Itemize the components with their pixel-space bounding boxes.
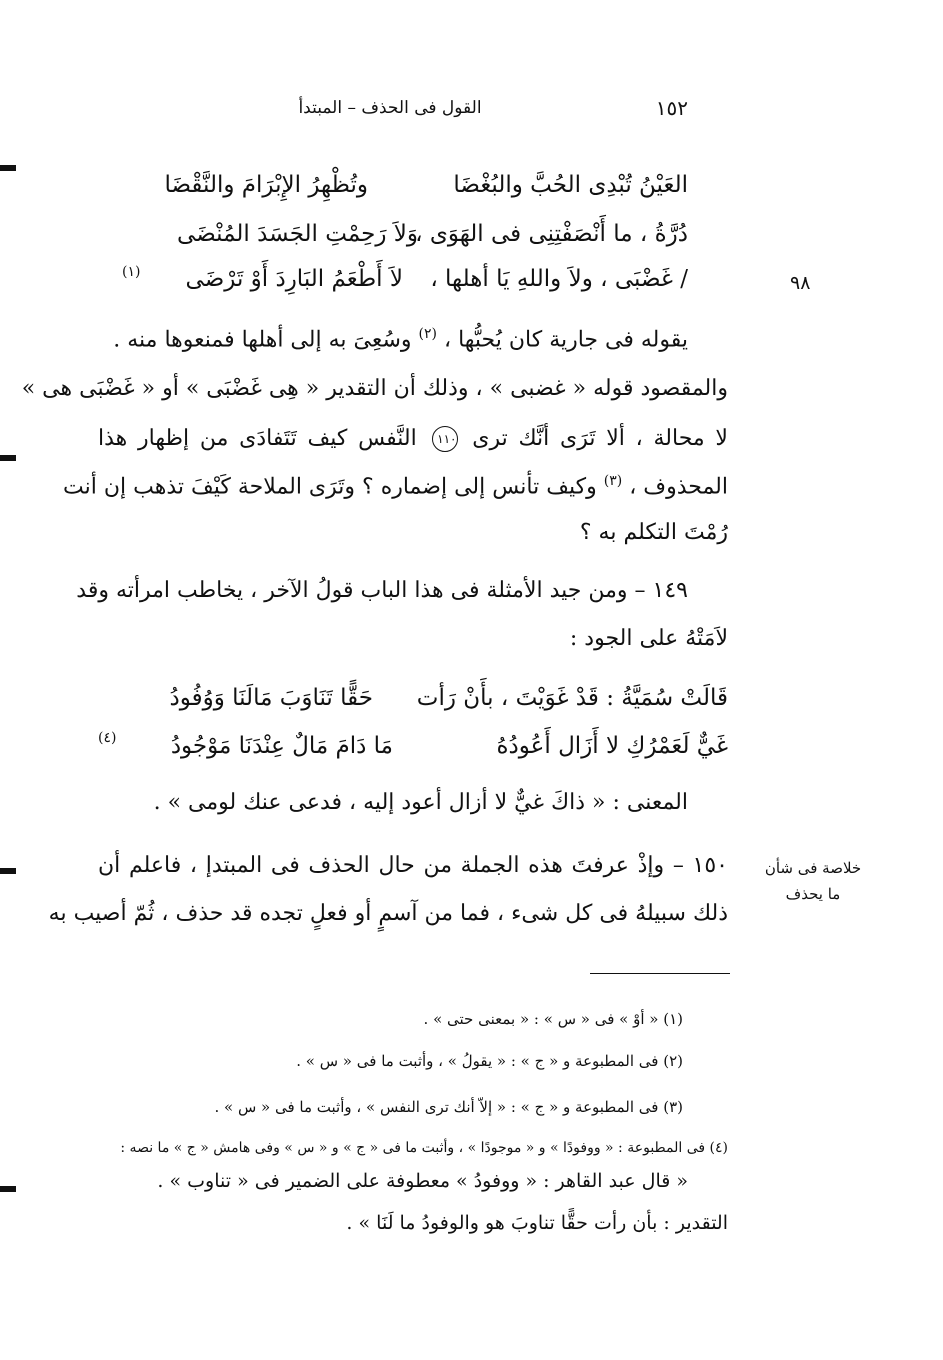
- page-number: ١٥٢: [655, 96, 688, 120]
- footnote-mark: (٣): [603, 473, 623, 489]
- page-ref-circle: ١١٠: [432, 426, 458, 452]
- verse-hemistich-right: دُرَّةُ ، ما أَنْصَفْتِنِى فى الهَوَى ،: [415, 221, 688, 247]
- margin-note-line-1: خلاصة فى شأن: [764, 859, 862, 877]
- text-segment: يقوله فى جارية كان يُحبُّها ،: [443, 327, 688, 353]
- margin-note-line-2: ما يحذف: [785, 885, 841, 903]
- margin-page-reference: ٩٨: [790, 272, 811, 294]
- text-segment: وكيف تأنس إلى إضماره ؟ وتَرَى الملاحة كَيْفَ تذهب إن أنت: [63, 474, 597, 500]
- text-line: ذلك سبيلهُ فى كل شىء ، فما من آسمٍ أو فعلٍ تجده قد حذف ، ثُمّ أصيب به: [48, 901, 728, 926]
- text-line: [88, 327, 688, 351]
- footnote: (٤) فى المطبوعة : « ووفودًا » و « موجودًا » ، وأثبت ما فى « ج » و « س » وفى هامش « ج » ما نصه :: [120, 1140, 728, 1156]
- text-segment: المحذوف ،: [629, 474, 728, 500]
- text-line: رُمْتَ التكلم به ؟: [579, 520, 728, 545]
- verse-hemistich-right: غَيٌّ لَعَمْرُكِ لا أَزَال أَعُودُهُ: [496, 733, 728, 759]
- footnote-mark: (٤): [98, 730, 117, 746]
- footnote: (١) « أوْ » فى « س » : « بمعنى حتى » .: [423, 1010, 683, 1028]
- verse-hemistich-left: مَا دَامَ مَالٌ عِنْدَنَا مَوْجُودُ: [170, 733, 393, 759]
- footnote-mark: (٢): [418, 326, 437, 342]
- verse-hemistich-left: وتُظْهِرُ الإِبْرَامَ والنَّقْضَا: [164, 172, 368, 198]
- edge-mark: [0, 1186, 16, 1192]
- footnote: (٣) فى المطبوعة و « ج » : « إلاّ أنك ترى النفس » ، وأثبت ما فى « س » .: [214, 1098, 683, 1116]
- text-segment: لا محالة ، ألا تَرَى أنَّك ترى: [472, 426, 728, 451]
- text-segment: وسُعِىَ به إلى أهلها فمنعوها منه .: [113, 327, 412, 353]
- footnote-continuation: التقدير : بأن رأت حقًّا تناوبَ هو والوفودُ ما لَنَا » .: [346, 1212, 728, 1234]
- edge-mark: [0, 455, 16, 461]
- verse-hemistich-left: حَقًّا تَنَاوَبَ مَالَنَا وَوُفُودُ: [169, 685, 373, 711]
- text-line: ١٤٩ – ومن جيد الأمثلة فى هذا الباب قولُ الآخر ، يخاطب امرأته وقد: [76, 578, 688, 603]
- verse-hemistich-left: وَلاَ رَحِمْتِ الجَسَدَ المُنْضَى: [177, 221, 418, 247]
- text-line: [63, 473, 728, 500]
- verse-hemistich-right: / غَضْبَى ، ولاَ واللهِ يَا أهلها ،: [430, 266, 688, 292]
- running-header-title: القول فى الحذف – المبتدأ: [298, 98, 482, 118]
- footnote: (٢) فى المطبوعة و « ج » : « يقولُ » ، وأثبت ما فى « س » .: [296, 1052, 683, 1070]
- meaning-line: المعنى : « ذاكَ غيٌّ لا أزال أعود إليه ، فدعى عنك لومى » .: [153, 790, 688, 815]
- footnote-continuation: « قال عبد القاهر : « ووفودُ » معطوفة على الضمير فى « تناوب » .: [157, 1170, 688, 1192]
- verse-hemistich-left: لاَ أَطْعَمُ البَارِدَ أَوْ تَرْضَى: [185, 266, 403, 292]
- footnote-separator: [590, 973, 730, 974]
- text-line: والمقصود قوله « غضبى » ، وذلك أن التقدير « هِى غَضْبَى » أو « غَضْبَى هى »: [21, 376, 728, 401]
- edge-mark: [0, 165, 16, 171]
- text-line: [98, 426, 728, 452]
- verse-hemistich-right: قَالَتْ سُمَيَّةُ : قَدْ غَوَيْتَ ، بأَنْ رَأت: [416, 685, 728, 711]
- text-segment: النَّفس كيف تَتَفادَى من إظهار هذا: [98, 426, 417, 451]
- text-line: لاَمَتْهُ على الجود :: [569, 626, 728, 651]
- edge-mark: [0, 868, 16, 874]
- footnote-mark: (١): [122, 264, 141, 280]
- text-line: ١٥٠ – وإذْ عرفتَ هذه الجملة من حال الحذف فى المبتدإ ، فاعلم أن: [98, 853, 728, 878]
- verse-hemistich-right: العَيْنُ تُبْدِى الحُبَّ والبُغْضَا: [453, 172, 688, 198]
